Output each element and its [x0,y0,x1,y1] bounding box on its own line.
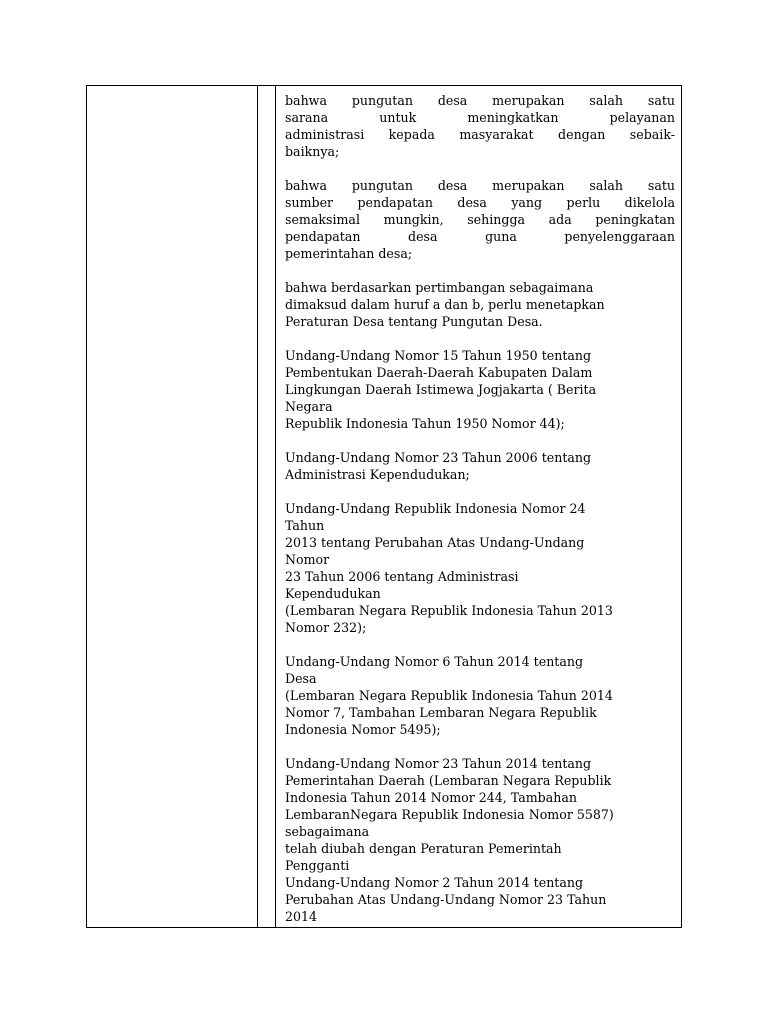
text-line: Pengganti [285,858,350,873]
text-line: dimaksud dalam huruf a dan b, perlu menetapkan [285,297,605,312]
text-line: Undang-Undang Nomor 23 Tahun 2014 tentang [285,756,592,771]
text-line: Undang-Undang Republik Indonesia Nomor 24 [285,501,586,516]
text-line: semaksimal mungkin, sehingga ada peningkatan [285,212,675,227]
paragraph-law-2014-desa [285,653,675,738]
text-line: Tahun [285,518,325,533]
text-line: Pembentukan Daerah-Daerah Kabupaten Dalam [285,365,593,380]
text-line: Desa [285,671,317,686]
text-line: sarana untuk meningkatkan pelayanan [285,110,675,125]
text-line: Republik Indonesia Tahun 1950 Nomor 44); [285,416,565,431]
text-line: LembaranNegara Republik Indonesia Nomor 5587) [285,807,614,822]
text-line: administrasi kepada masyarakat dengan sebaik- [285,127,675,142]
document-table [86,85,682,928]
text-line: pemerintahan desa; [285,246,413,261]
text-line: (Lembaran Negara Republik Indonesia Tahun 2014 [285,688,613,703]
text-line: 2014 [285,909,318,924]
text-line: Undang-Undang Nomor 15 Tahun 1950 tentang [285,348,592,363]
text-line: Indonesia Nomor 5495); [285,722,441,737]
text-line: bahwa berdasarkan pertimbangan sebagaimana [285,280,594,295]
paragraph-considerations-a [285,92,675,160]
text-line: Nomor [285,552,330,567]
text-line: Nomor 7, Tambahan Lembaran Negara Republik [285,705,597,720]
column-divider-left [257,86,258,927]
text-line: Indonesia Tahun 2014 Nomor 244, Tambahan [285,790,577,805]
text-line: Negara [285,399,333,414]
text-line: pendapatan desa guna penyelenggaraan [285,229,675,244]
text-line: 23 Tahun 2006 tentang Administrasi [285,569,519,584]
paragraph-law-2013 [285,500,675,636]
text-line: Administrasi Kependudukan; [285,467,470,482]
paragraph-considerations-c [285,279,675,330]
paragraph-considerations-b [285,177,675,262]
paragraph-law-2006 [285,449,675,483]
text-line: Perubahan Atas Undang-Undang Nomor 23 Tahun [285,892,607,907]
paragraph-law-1950 [285,347,675,432]
text-line: telah diubah dengan Peraturan Pemerintah [285,841,562,856]
text-line: Kependudukan [285,586,381,601]
text-line: baiknya; [285,144,340,159]
text-line: Lingkungan Daerah Istimewa Jogjakarta ( Berita [285,382,597,397]
content-cell [285,92,675,942]
text-line: sebagaimana [285,824,370,839]
text-line: Pemerintahan Daerah (Lembaran Negara Republik [285,773,612,788]
text-line: Undang-Undang Nomor 2 Tahun 2014 tentang [285,875,584,890]
text-line: (Lembaran Negara Republik Indonesia Tahun 2013 [285,603,613,618]
text-line: 2013 tentang Perubahan Atas Undang-Undang [285,535,585,550]
text-line: Nomor 232); [285,620,367,635]
text-line: Peraturan Desa tentang Pungutan Desa. [285,314,543,329]
text-line: Undang-Undang Nomor 6 Tahun 2014 tentang [285,654,584,669]
text-line: bahwa pungutan desa merupakan salah satu [285,178,675,193]
column-divider-right [275,86,276,927]
paragraph-law-2014-pemda [285,755,675,925]
text-line: sumber pendapatan desa yang perlu dikelola [285,195,675,210]
text-line: bahwa pungutan desa merupakan salah satu [285,93,675,108]
text-line: Undang-Undang Nomor 23 Tahun 2006 tentang [285,450,592,465]
